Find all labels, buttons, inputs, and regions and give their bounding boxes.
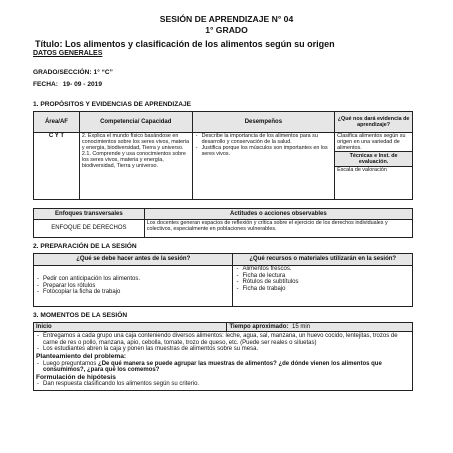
fecha-label: FECHA: [33,81,58,88]
hipotesis-item: - Dan respuesta clasificando los alimentos según su criterio. [36,381,410,388]
grade-title: 1° GRADO [205,25,248,35]
enfoque-cell: ENFOQUE DE DERECHOS [34,220,145,238]
recurso-item: - Ficha de trabajo [235,286,410,293]
recursos-header: ¿Qué recursos o materiales utilizarán en la sesión? [233,254,413,266]
fecha-value: 19- 09 - 2019 [62,81,102,88]
grado-line [33,69,113,76]
antes-item: - Preparar los rótulos [36,283,230,290]
inicio-item: - Los estudiantes abren la caja y ponen las muestras de alimentos sobre su mesa. [36,346,410,353]
formulacion-heading: Formulación de hipótesis [36,373,116,381]
titulo-text: Los alimentos y clasificación de los alimentos según su origen [65,39,335,49]
session-topic [35,39,335,49]
problema-item [36,361,410,374]
inicio-content [34,332,413,391]
enfoques-header: Enfoques transversales [34,209,145,220]
section1-heading: 1. PROPÓSITOS Y EVIDENCIAS DE APRENDIZAJE [33,101,192,108]
actitudes-header: Actitudes o acciones observables [144,209,412,220]
antes-item: - Pedir con anticipación los alimentos. [36,276,230,283]
tiempo-cell [227,323,413,332]
competencia-text: 2. Explica el mundo físico basándose en conocimientos sobre los seres vivos, materia y energía, biodiversidad, Tierra y universo. [81,133,190,152]
section2-heading: 2. PREPARACIÓN DE LA SESIÓN [33,243,137,250]
header-desempenos: Desempeños [192,112,335,133]
competencia-cell [79,133,192,200]
inicio-label: Inicio [34,323,227,332]
propositos-table [33,111,413,200]
tecnicas-value: Escala de valoración [337,167,387,174]
evidencia-cell [335,133,413,200]
grado-label: GRADO/SECCIÓN: [33,69,92,76]
preparacion-table [33,253,413,307]
desempenos-cell [192,133,335,200]
section3-heading: 3. MOMENTOS DE LA SESIÓN [33,312,128,319]
header-area: Área/AF [34,112,80,133]
tiempo-label: Tiempo aproximado: [229,323,289,330]
inicio-item: - Entregamos a cada grupo una caja conteniendo diversos alimentos: leche, agua, sal, manzana, un huevo cocido, lentejitas, trozos de carne de res o pollo, manzana, apio, cebolla, tomate, trozo de queso, etc. (Puede ser reales o siluetas) [36,333,410,346]
recursos-cell [233,266,413,307]
datos-heading: DATOS GENERALES [33,50,103,57]
tecnicas-heading: Técnicas e Inst. de evaluación. [335,151,412,167]
antes-header: ¿Qué se debe hacer antes de la sesión? [34,254,233,266]
problema-prefix: Luego preguntamos [43,360,99,367]
recurso-item: - Rótulos de subtítulos [235,279,410,286]
evidencia-text: Clasifica alimentos según su origen en una variedad de alimentos. [337,133,406,152]
problema-questions: ¿De qué manera se puede agrupar las muestras de alimentos? ¿de dónde vienen los alimentos que consumimos?, ¿para qué los comemos? [43,360,382,374]
area-cell: C Y T [34,133,80,200]
enfoques-table [33,208,413,238]
momentos-table [33,322,413,391]
recurso-item: - Ficha de lectura [235,273,410,280]
session-title: SESIÓN DE APRENDIZAJE N° 04 [159,14,294,24]
actitudes-cell: Los docentes generan espacios de reflexión y crítica sobre el ejercicio de los derechos individuales y colectivos, especialmente en poblaciones vulnerables. [144,220,412,238]
capacidad-text: 2.1. Comprende y usa conocimientos sobre los seres vivos, materia y energía, biodiversidad, Tierra y universo. [81,151,186,170]
fecha-line [33,81,102,88]
desempeno-item: - Describe la importancia de los alimentos para su desarrollo y conservación de la salud. [195,133,333,145]
antes-item: - Fotocopiar la ficha de trabajo [36,289,230,296]
tiempo-value: 15 min [292,323,311,330]
planteamiento-heading: Planteamiento del problema: [36,353,127,361]
grado-value: 1° “C” [93,69,113,76]
header-competencia: Competencia/ Capacidad [79,112,192,133]
antes-cell [34,266,233,307]
titulo-label: Título: [35,39,63,49]
header-evidencia: ¿Qué nos dará evidencia de aprendizaje? [335,112,413,133]
desempeno-item: - Justifica porque los músculos son importantes en los seres vivos. [195,145,333,157]
recurso-item: - Alimentos frescos. [235,266,410,273]
